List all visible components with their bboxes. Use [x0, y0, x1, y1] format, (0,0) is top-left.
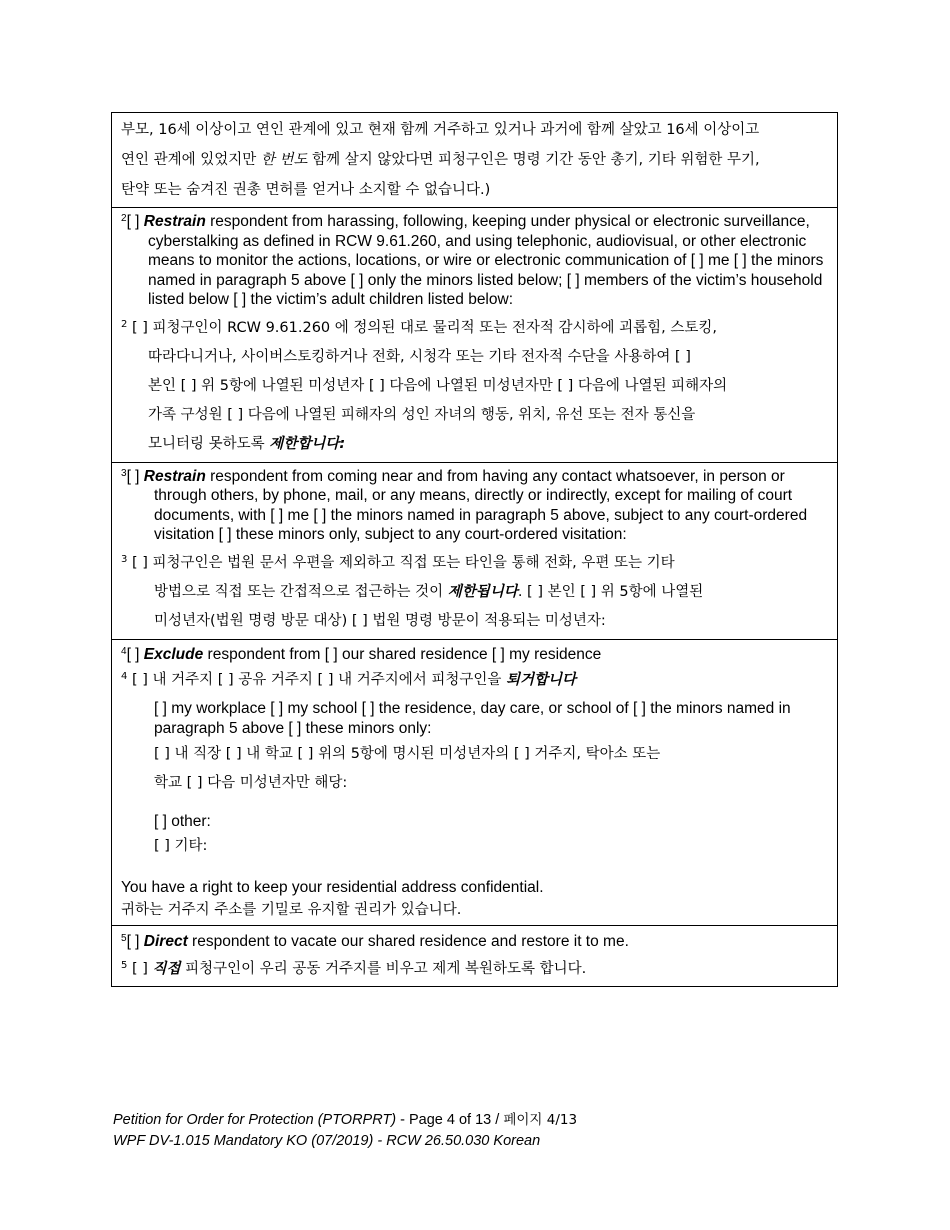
petition-form-table: [111, 112, 838, 987]
restrain-surveillance-ko: $^2$ [ ] 피청구인이 RCW 9.61.260 에 정의된 대로 물리적 또는 전자적 감시하에 괴롭힘, 스토킹, 따라다니거나, 사이버스토킹하거나 전화, 시청각 또는 기타 전자적 수단을 사용하여 [ ] 본인 [ ] 위 5항에 나열된 미성년자 [ ] 다음에 나열된 미성년자만 [ ] 다음에 나열된 피해자의 가족 구성원 [ ] 다음에 나열된 피해자의 성인 자녀의 행동, 위치, 유선 또는 전자 통신을 모니터링 못하도록 제한합니다:: [121, 318, 728, 452]
exclude-section: [112, 639, 837, 926]
direct-vacate-section: [112, 925, 837, 986]
intro-line-3: 탄약 또는 숨겨진 권총 면허를 얻거나 소지할 수 없습니다.): [121, 182, 491, 198]
intro-line-2: 연인 관계에 있었지만 한 번도 함께 살지 않았다면 피청구인은 명령 기간 동안 총기, 기타 위험한 무기,: [121, 152, 760, 168]
checkbox[interactable]: [ ]: [126, 933, 140, 950]
restrain-surveillance-en: $^2$[ ] Restrain respondent from harassing, following, keeping under physical or electronic surveillance, cyberstalking as defined in RCW 9.61.260, and using telephonic, audiovisual, or other electronic means to monitor the actions, locations, or wire or electronic communication of [ ] me [ ] the minors named in paragraph 5 above [ ] only the minors listed below; [ ] members of the victim’s household listed below [ ] the victim’s adult children listed below:: [121, 213, 824, 308]
checkbox[interactable]: [ ]: [131, 961, 148, 977]
footer-line-2: WPF DV-1.015 Mandatory KO (07/2019) - RCW 26.50.030 Korean: [113, 1133, 541, 1149]
page-footer: [113, 1110, 577, 1152]
confidential-notice-en: You have a right to keep your residential address confidential.: [121, 879, 544, 896]
footer-line-1: Petition for Order for Protection (PTORPRT) - Page 4 of 13 / 페이지 4/13: [113, 1112, 578, 1128]
restrain-contact-ko: $^3$ [ ] 피청구인은 법원 문서 우편을 제외하고 직접 또는 타인을 통해 전화, 우편 또는 기타 방법으로 직접 또는 간접적으로 접근하는 것이 제한됩니다. [ ] 본인 [ ] 위 5항에 나열된 미성년자(법원 명령 방문 대상) [ ] 법원 명령 방문이 적용되는 미성년자:: [121, 553, 704, 629]
checkbox[interactable]: [ ]: [126, 467, 140, 485]
intro-line-1: 부모, 16세 이상이고 연인 관계에 있고 현재 함께 거주하고 있거나 과거에 함께 살았고 16세 이상이고: [121, 122, 760, 138]
exclude-sub-ko: [ ] 내 직장 [ ] 내 학교 [ ] 위의 5항에 명시된 미성년자의 [ ] 거주지, 탁아소 또는 학교 [ ] 다음 미성년자만 해당:: [154, 746, 661, 791]
firearms-continuation-section: [112, 113, 837, 207]
exclude-en: $^4$[ ] Exclude respondent from [ ] our shared residence [ ] my residence: [121, 645, 602, 663]
exclude-sub-en: [ ] my workplace [ ] my school [ ] the residence, day care, or school of [ ] the minors named in paragraph 5 above [ ] these minors only:: [154, 700, 791, 737]
restrain-contact-section: [112, 462, 837, 639]
exclude-ko: $^4$ [ ] 내 거주지 [ ] 공유 거주지 [ ] 내 거주지에서 피청구인을 퇴거합니다: [121, 671, 577, 688]
other-ko: [ ] 기타:: [154, 838, 208, 854]
checkbox[interactable]: [ ]: [126, 213, 140, 230]
direct-vacate-en: $^5$[ ] Direct respondent to vacate our shared residence and restore it to me.: [121, 933, 629, 950]
restrain-contact-en: $^3$[ ] Restrain respondent from coming near and from having any contact whatsoever, in person or through others, by phone, mail, or any means, directly or indirectly, except for mailing of court documents, with [ ] me [ ] the minors named in paragraph 5 above, subject to any court-ordered visitation [ ] these minors only, subject to any court-ordered visitation:: [121, 467, 808, 543]
other-en: [ ] other:: [154, 813, 211, 830]
restrain-surveillance-section: [112, 207, 837, 462]
confidential-notice-ko: 귀하는 거주지 주소를 기밀로 유지할 권리가 있습니다.: [121, 902, 462, 918]
direct-vacate-ko: $^5$ [ ] 직접 피청구인이 우리 공동 거주지를 비우고 제게 복원하도록 합니다.: [121, 960, 587, 977]
checkbox[interactable]: [ ]: [126, 645, 140, 663]
